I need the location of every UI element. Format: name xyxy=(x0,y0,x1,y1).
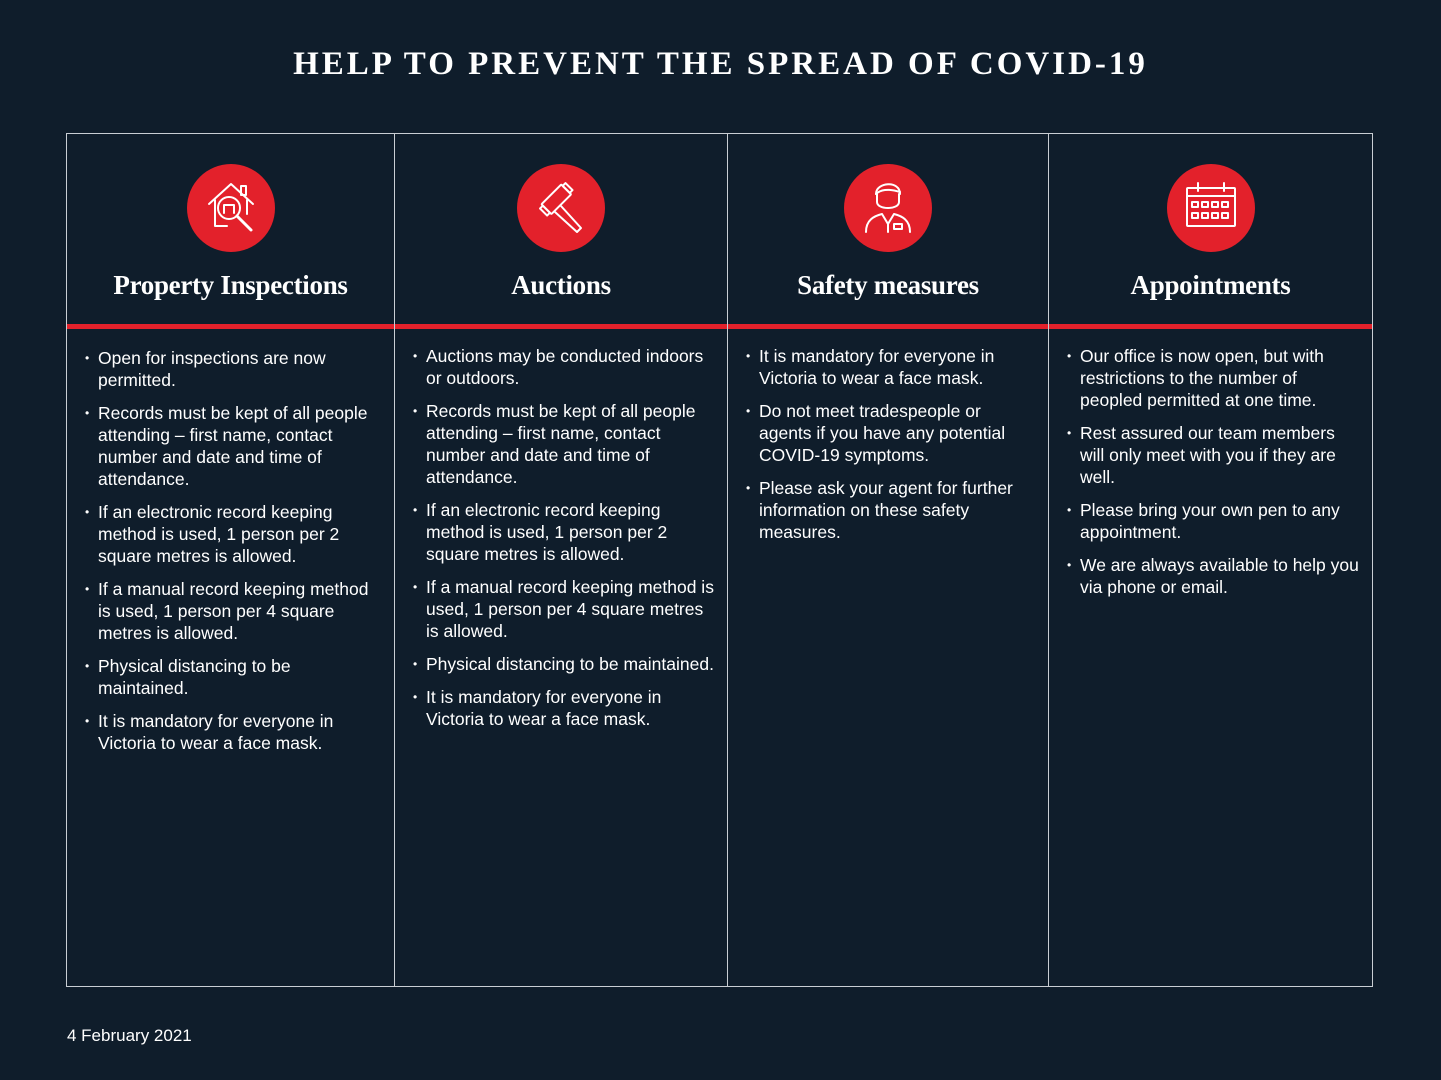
list-item: • If an electronic record keeping method is used, 1 person per 2 square metres is allowed. xyxy=(413,499,717,565)
info-grid xyxy=(66,133,1373,987)
list-item: • Records must be kept of all people attending – first name, contact number and date and time of attendance. xyxy=(85,402,384,490)
column-title: Property Inspections xyxy=(113,270,348,300)
list-item: • If a manual record keeping method is used, 1 person per 4 square metres is allowed. xyxy=(85,578,384,644)
list-item: • Auctions may be conducted indoors or outdoors. xyxy=(413,345,717,389)
list-item: • Physical distancing to be maintained. xyxy=(413,653,717,675)
column-title: Safety measures xyxy=(797,270,979,300)
page-title: HELP TO PREVENT THE SPREAD OF COVID-19 xyxy=(293,46,1148,82)
bullet-list xyxy=(85,347,384,765)
list-item: • Our office is now open, but with restrictions to the number of peopled permitted at one time. xyxy=(1067,345,1362,411)
bullet-list xyxy=(413,345,717,741)
list-item: • Please ask your agent for further information on these safety measures. xyxy=(746,477,1038,543)
person-icon xyxy=(844,164,932,252)
calendar-icon xyxy=(1167,164,1255,252)
bullet-list xyxy=(1067,345,1362,609)
list-item: • Please bring your own pen to any appointment. xyxy=(1067,499,1362,543)
column-property-inspections xyxy=(67,134,394,986)
list-item: • If a manual record keeping method is used, 1 person per 4 square metres is allowed. xyxy=(413,576,717,642)
column-auctions xyxy=(394,134,727,986)
list-item: • It is mandatory for everyone in Victoria to wear a face mask. xyxy=(746,345,1038,389)
list-item: • We are always available to help you via phone or email. xyxy=(1067,554,1362,598)
column-header xyxy=(395,134,727,326)
column-header xyxy=(67,134,394,326)
list-item: • Do not meet tradespeople or agents if you have any potential COVID-19 symptoms. xyxy=(746,400,1038,466)
column-appointments xyxy=(1048,134,1372,986)
column-title: Auctions xyxy=(511,270,611,300)
list-item: • Rest assured our team members will only meet with you if they are well. xyxy=(1067,422,1362,488)
list-item: • It is mandatory for everyone in Victoria to wear a face mask. xyxy=(85,710,384,754)
column-header xyxy=(1049,134,1372,326)
house-search-icon xyxy=(187,164,275,252)
list-item: • Physical distancing to be maintained. xyxy=(85,655,384,699)
column-title: Appointments xyxy=(1130,270,1291,300)
list-item: • Records must be kept of all people attending – first name, contact number and date and time of attendance. xyxy=(413,400,717,488)
bullet-list xyxy=(746,345,1038,554)
footer-date: 4 February 2021 xyxy=(67,1026,192,1045)
column-header xyxy=(728,134,1048,326)
list-item: • If an electronic record keeping method is used, 1 person per 2 square metres is allowed. xyxy=(85,501,384,567)
list-item: • It is mandatory for everyone in Victoria to wear a face mask. xyxy=(413,686,717,730)
column-safety-measures xyxy=(727,134,1048,986)
list-item: • Open for inspections are now permitted. xyxy=(85,347,384,391)
gavel-icon xyxy=(517,164,605,252)
